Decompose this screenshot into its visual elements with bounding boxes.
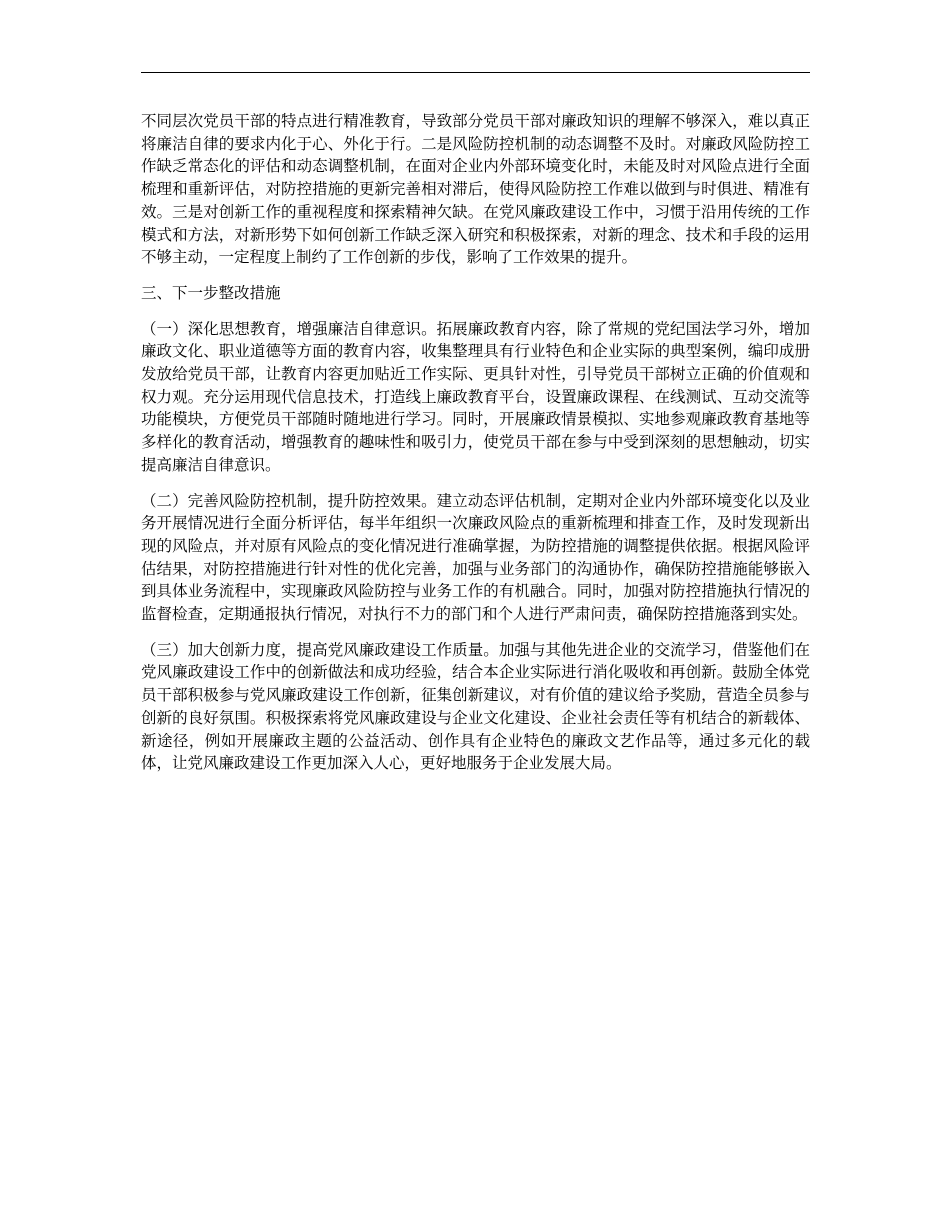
- paragraph-continued-problems: 不同层次党员干部的特点进行精准教育，导致部分党员干部对廉政知识的理解不够深入，难以真正将廉洁自律的要求内化于心、外化于行。二是风险防控机制的动态调整不及时。对廉政风险防控工作缺乏常态化的评估和动态调整机制，在面对企业内外部环境变化时，未能及时对风险点进行全面梳理和重新评估，对防控措施的更新完善相对滞后，使得风险防控工作难以做到与时俱进、精准有效。三是对创新工作的重视程度和探索精神欠缺。在党风廉政建设工作中，习惯于沿用传统的工作模式和方法，对新形势下如何创新工作缺乏深入研究和积极探索，对新的理念、技术和手段的运用不够主动，一定程度上制约了工作创新的步伐，影响了工作效果的提升。: [141, 112, 810, 267]
- header-rule: [141, 72, 810, 73]
- paragraph-measure-2-risk-control: （二）完善风险防控机制，提升防控效果。建立动态评估机制，定期对企业内外部环境变化以及业务开展情况进行全面分析评估，每半年组织一次廉政风险点的重新梳理和排查工作，及时发现新出现的风险点，并对原有风险点的变化情况进行准确掌握，为防控措施的调整提供依据。根据风险评估结果，对防控措施进行针对性的优化完善，加强与业务部门的沟通协作，确保防控措施能够嵌入到具体业务流程中，实现廉政风险防控与业务工作的有机融合。同时，加强对防控措施执行情况的监督检查，定期通报执行情况，对执行不力的部门和个人进行严肃问责，确保防控措施落到实处。: [141, 491, 810, 624]
- section-heading-next-steps: 三、下一步整改措施: [141, 283, 281, 302]
- paragraph-measure-1-education: （一）深化思想教育，增强廉洁自律意识。拓展廉政教育内容，除了常规的党纪国法学习外，增加廉政文化、职业道德等方面的教育内容，收集整理具有行业特色和企业实际的典型案例，编印成册发放给党员干部，让教育内容更加贴近工作实际、更具针对性，引导党员干部树立正确的价值观和权力观。充分运用现代信息技术，打造线上廉政教育平台，设置廉政课程、在线测试、互动交流等功能模块，方便党员干部随时随地进行学习。同时，开展廉政情景模拟、实地参观廉政教育基地等多样化的教育活动，增强教育的趣味性和吸引力，使党员干部在参与中受到深刻的思想触动，切实提高廉洁自律意识。: [141, 319, 810, 474]
- paragraph-measure-3-innovation: （三）加大创新力度，提高党风廉政建设工作质量。加强与其他先进企业的交流学习，借鉴他们在党风廉政建设工作中的创新做法和成功经验，结合本企业实际进行消化吸收和再创新。鼓励全体党员干部积极参与党风廉政建设工作创新，征集创新建议，对有价值的建议给予奖励，营造全员参与创新的良好氛围。积极探索将党风廉政建设与企业文化建设、企业社会责任等有机结合的新载体、新途径，例如开展廉政主题的公益活动、创作具有企业特色的廉政文艺作品等，通过多元化的载体，让党风廉政建设工作更加深入人心，更好地服务于企业发展大局。: [141, 640, 810, 773]
- document-body: [141, 110, 810, 788]
